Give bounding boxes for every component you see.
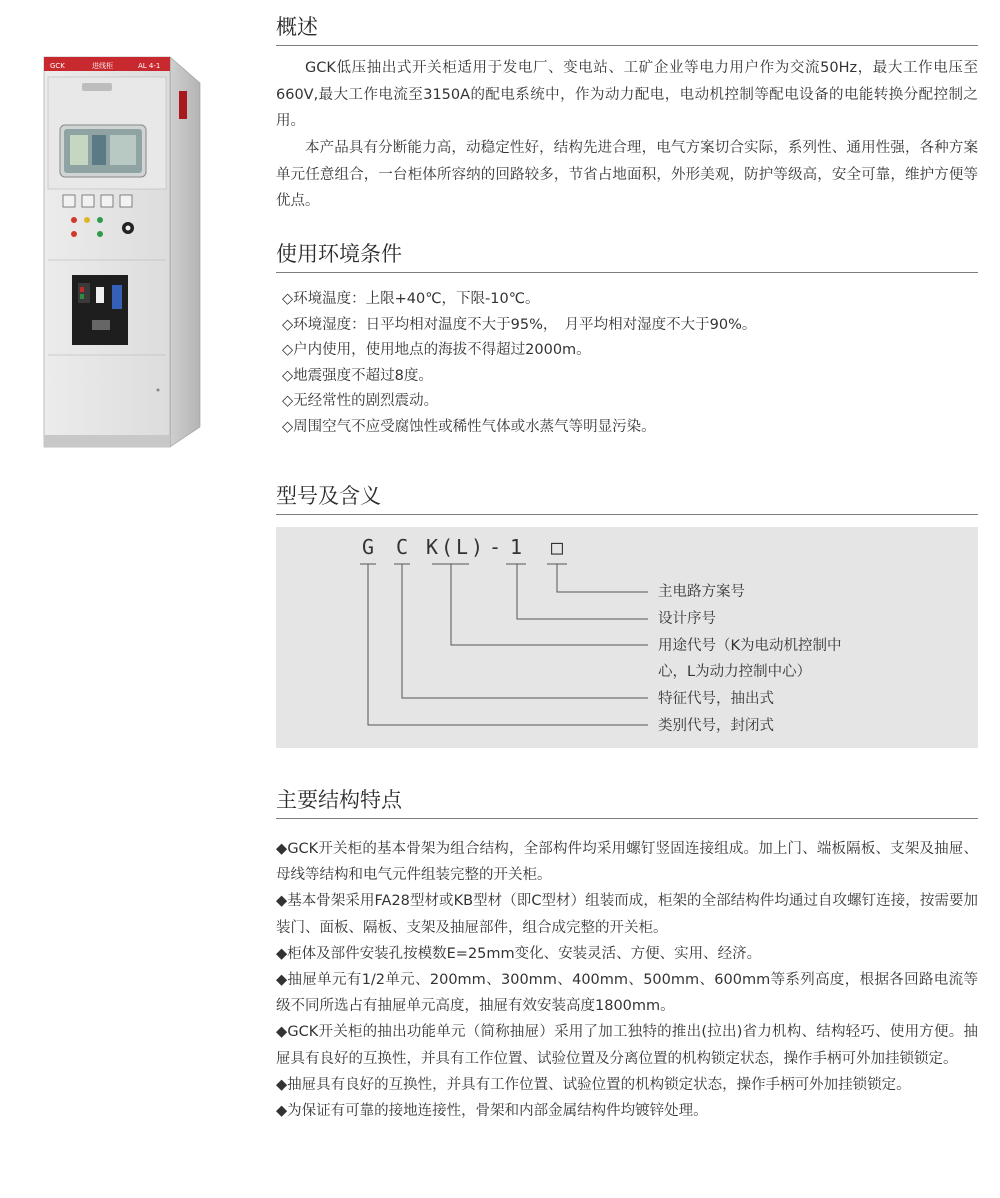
list-item: ◆基本骨架采用FA28型材或KB型材（即C型材）组装而成，柜架的全部结构件均通过自攻螺钉连接，按需要加装门、面板、隔板、支架及抽屉部件，组合成完整的开关柜。 [276,893,978,936]
model-code-k: K [425,535,439,559]
list-item: ◇周围空气不应受腐蚀性或稀性气体或水蒸气等明显污染。 [282,418,656,435]
list-item: ◆抽屉具有良好的互换性，并具有工作位置、试验位置的机构锁定状态，操作手柄可外加挂锁锁定。 [276,1076,911,1093]
model-code-dash: - [488,535,502,559]
list-item: ◇环境温度：上限+40℃，下限-10℃。 [282,291,540,307]
model-label-category-code: 类别代号，封闭式 [658,718,774,734]
cabinet-label-left: GCK [50,62,65,70]
features-list [276,836,978,1124]
model-code-open-paren: ( [440,535,454,559]
list-item: ◇环境湿度：日平均相对温度不大于95%， 月平均相对湿度不大于90%。 [282,316,757,333]
model-label-main-circuit: 主电路方案号 [658,584,745,600]
model-label-usage-code-cont: 心，L为动力控制中心） [658,664,812,680]
model-diagram [276,527,978,748]
list-item: ◇地震强度不超过8度。 [282,367,433,384]
features-title: 主要结构特点 [276,787,978,819]
model-code-l: L [455,535,469,559]
conditions-title: 使用环境条件 [276,241,978,273]
overview-paragraph-1: GCK低压抽出式开关柜适用于发电厂、变电站、工矿企业等电力用户作为交流50Hz，最大工作电压至660V,最大工作电流至3150A的配电系统中，作为动力配电，电动机控制等配电设备的电能转换分配控制之用。 [276,60,978,129]
model-label-design-serial: 设计序号 [658,611,716,627]
model-code-1: 1 [509,535,523,559]
list-item: ◆抽屉单元有1/2单元、200mm、300mm、400mm、500mm、600mm等系列高度，根据各回路电流等级不同所选占有抽屉单元高度，抽屉有效安装高度1800mm。 [276,972,978,1015]
model-code-close-paren: ) [470,535,484,559]
list-item: ◆GCK开关柜的基本骨架为组合结构，全部构件均采用螺钉竖固连接组成。加上门、端板隔板、支架及抽屉、母线等结构和电气元件组装完整的开关柜。 [276,841,978,884]
model-label-feature-code: 特征代号，抽出式 [658,691,774,707]
list-item: ◆柜体及部件安装孔按模数E=25mm变化、安装灵活、方便、实用、经济。 [276,945,762,962]
cabinet-label-right: AL 4-1 [138,62,161,70]
model-code-box: □ [550,535,564,559]
list-item: ◇无经常性的剧烈震动。 [282,393,439,409]
list-item: ◆GCK开关柜的抽出功能单元（简称抽屉）采用了加工独特的推出(拉出)省力机构、结构轻巧、使用方便。抽屉具有良好的互换性，并具有工作位置、试验位置及分离位置的机构锁定状态，操作手柄可外加挂锁锁定。 [276,1024,978,1067]
cabinet-label-center: 进线柜 [92,62,113,70]
list-item: ◆为保证有可靠的接地连接性，骨架和内部金属结构件均镀锌处理。 [276,1103,708,1120]
list-item: ◇户内使用，使用地点的海拔不得超过2000m。 [282,342,591,358]
overview-title: 概述 [276,14,978,46]
conditions-list [282,287,972,440]
model-code-g: G [361,535,375,559]
model-diagram-lines [276,527,978,748]
model-label-usage-code: 用途代号（K为电动机控制中 [658,638,842,654]
model-code-c: C [395,535,409,559]
switchgear-cabinet-image [40,55,205,450]
model-title: 型号及含义 [276,483,978,515]
overview-paragraph-2: 本产品具有分断能力高，动稳定性好，结构先进合理，电气方案切合实际，系列性、通用性强，各种方案单元任意组合，一台柜体所容纳的回路较多，节省占地面积，外形美观，防护等级高，安全可靠，维护方便等优点。 [276,140,978,209]
